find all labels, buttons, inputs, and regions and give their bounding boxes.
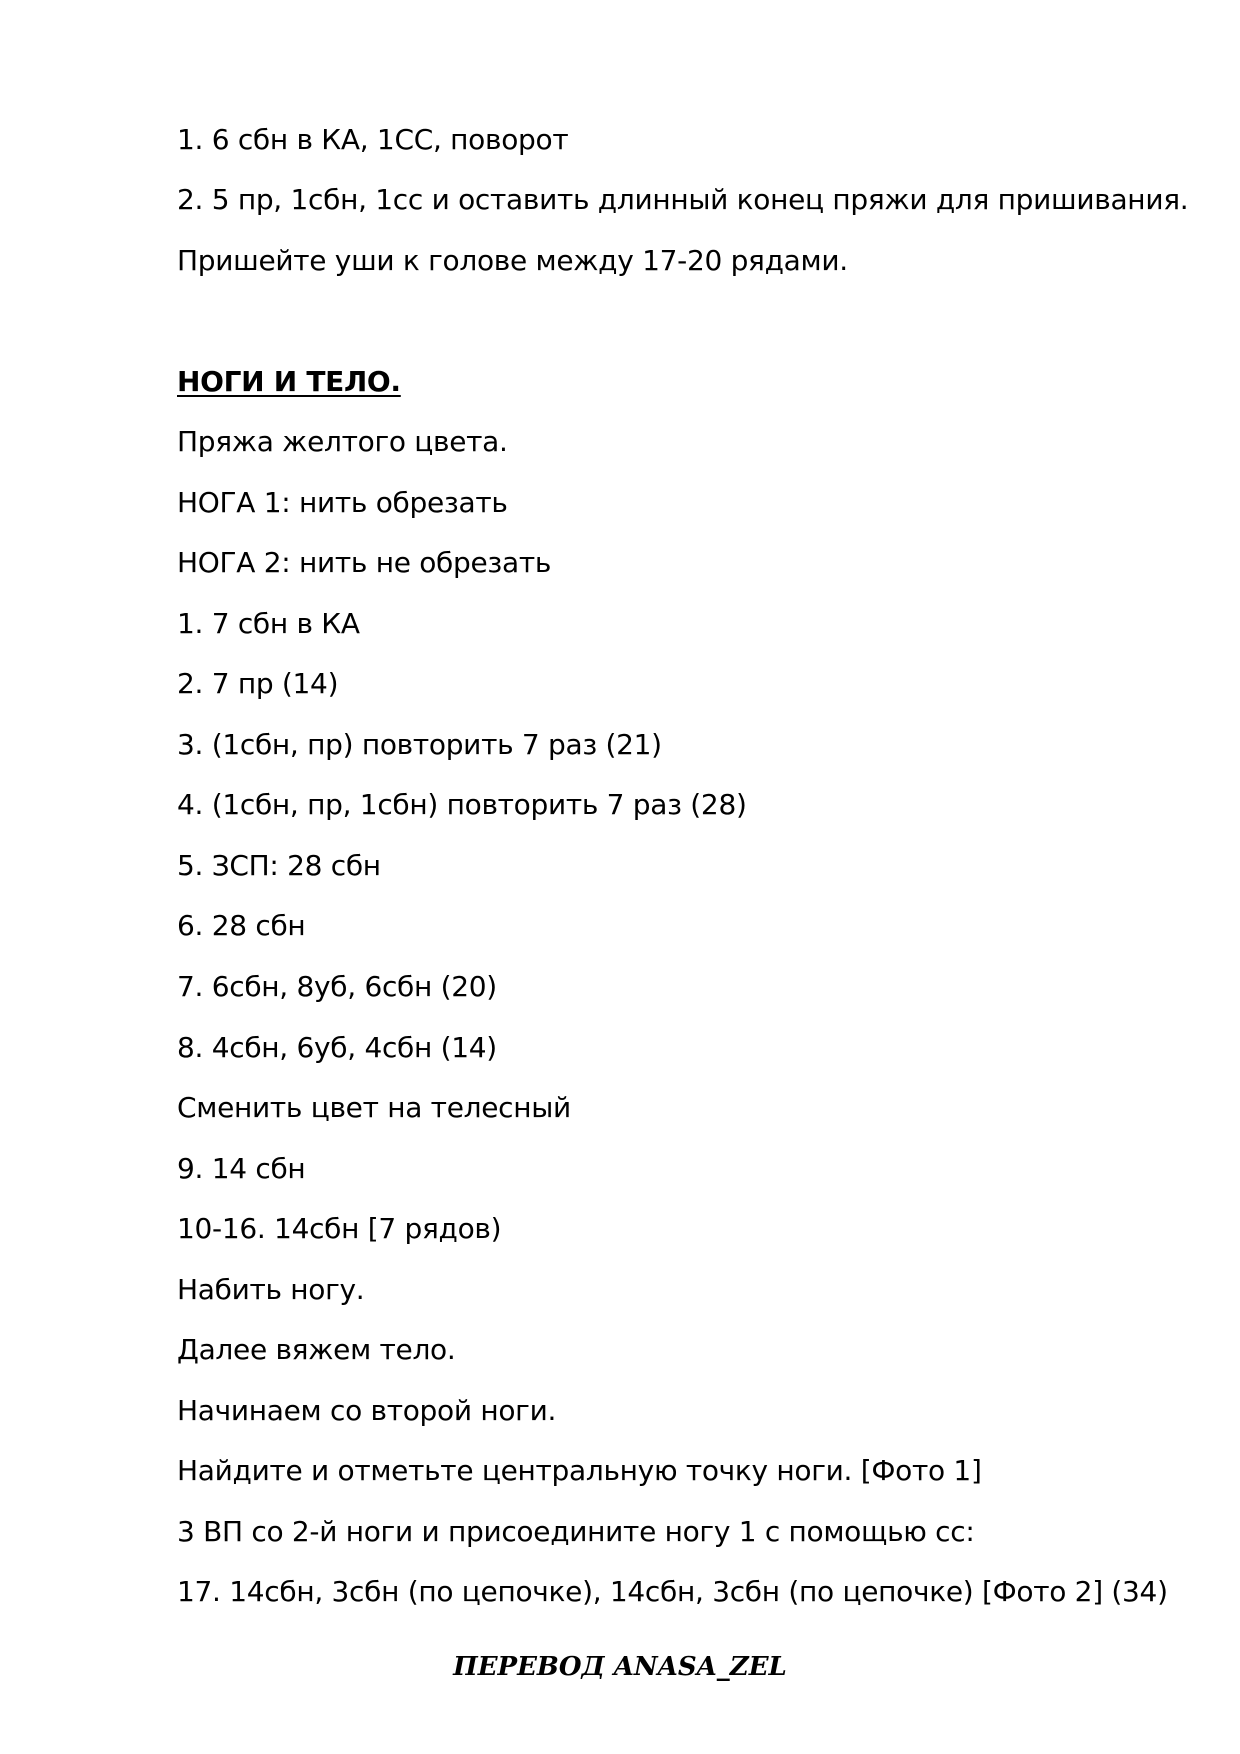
instruction-line: 2. 7 пр (14)	[177, 667, 339, 700]
instruction-line: 3 ВП со 2-й ноги и присоедините ногу 1 с помощью сс:	[177, 1515, 975, 1548]
instruction-line: 10-16. 14сбн [7 рядов)	[177, 1212, 502, 1245]
instruction-line: 6. 28 сбн	[177, 909, 306, 942]
ears-line-3: Пришейте уши к голове между 17-20 рядами.	[177, 244, 848, 277]
instruction-line: 3. (1сбн, пр) повторить 7 раз (21)	[177, 728, 662, 761]
translator-credit: ПЕРЕВОД ANASA_ZEL	[453, 1652, 787, 1682]
instruction-line: 8. 4сбн, 6уб, 4сбн (14)	[177, 1031, 497, 1064]
instruction-line: Начинаем со второй ноги.	[177, 1394, 557, 1427]
instruction-line: 1. 7 сбн в КА	[177, 607, 360, 640]
instruction-line: Пряжа желтого цвета.	[177, 425, 508, 458]
instruction-line: Сменить цвет на телесный	[177, 1091, 571, 1124]
instruction-line: Набить ногу.	[177, 1273, 365, 1306]
section-heading: НОГИ И ТЕЛО.	[177, 365, 401, 398]
instruction-line: НОГА 1: нить обрезать	[177, 486, 508, 519]
instruction-line: НОГА 2: нить не обрезать	[177, 546, 552, 579]
instruction-line: 7. 6сбн, 8уб, 6сбн (20)	[177, 970, 497, 1003]
instruction-line: 17. 14сбн, 3сбн (по цепочке), 14сбн, 3сбн (по цепочке) [Фото 2] (34)	[177, 1575, 1168, 1608]
ears-line-1: 1. 6 сбн в КА, 1СС, поворот	[177, 123, 569, 156]
ears-line-2: 2. 5 пр, 1сбн, 1сс и оставить длинный конец пряжи для пришивания.	[177, 183, 1189, 216]
instruction-line: 5. ЗСП: 28 сбн	[177, 849, 381, 882]
instruction-line: Далее вяжем тело.	[177, 1333, 456, 1366]
instruction-line: Найдите и отметьте центральную точку ноги. [Фото 1]	[177, 1454, 982, 1487]
instruction-line: 4. (1сбн, пр, 1сбн) повторить 7 раз (28)	[177, 788, 747, 821]
instruction-line: 9. 14 сбн	[177, 1152, 306, 1185]
